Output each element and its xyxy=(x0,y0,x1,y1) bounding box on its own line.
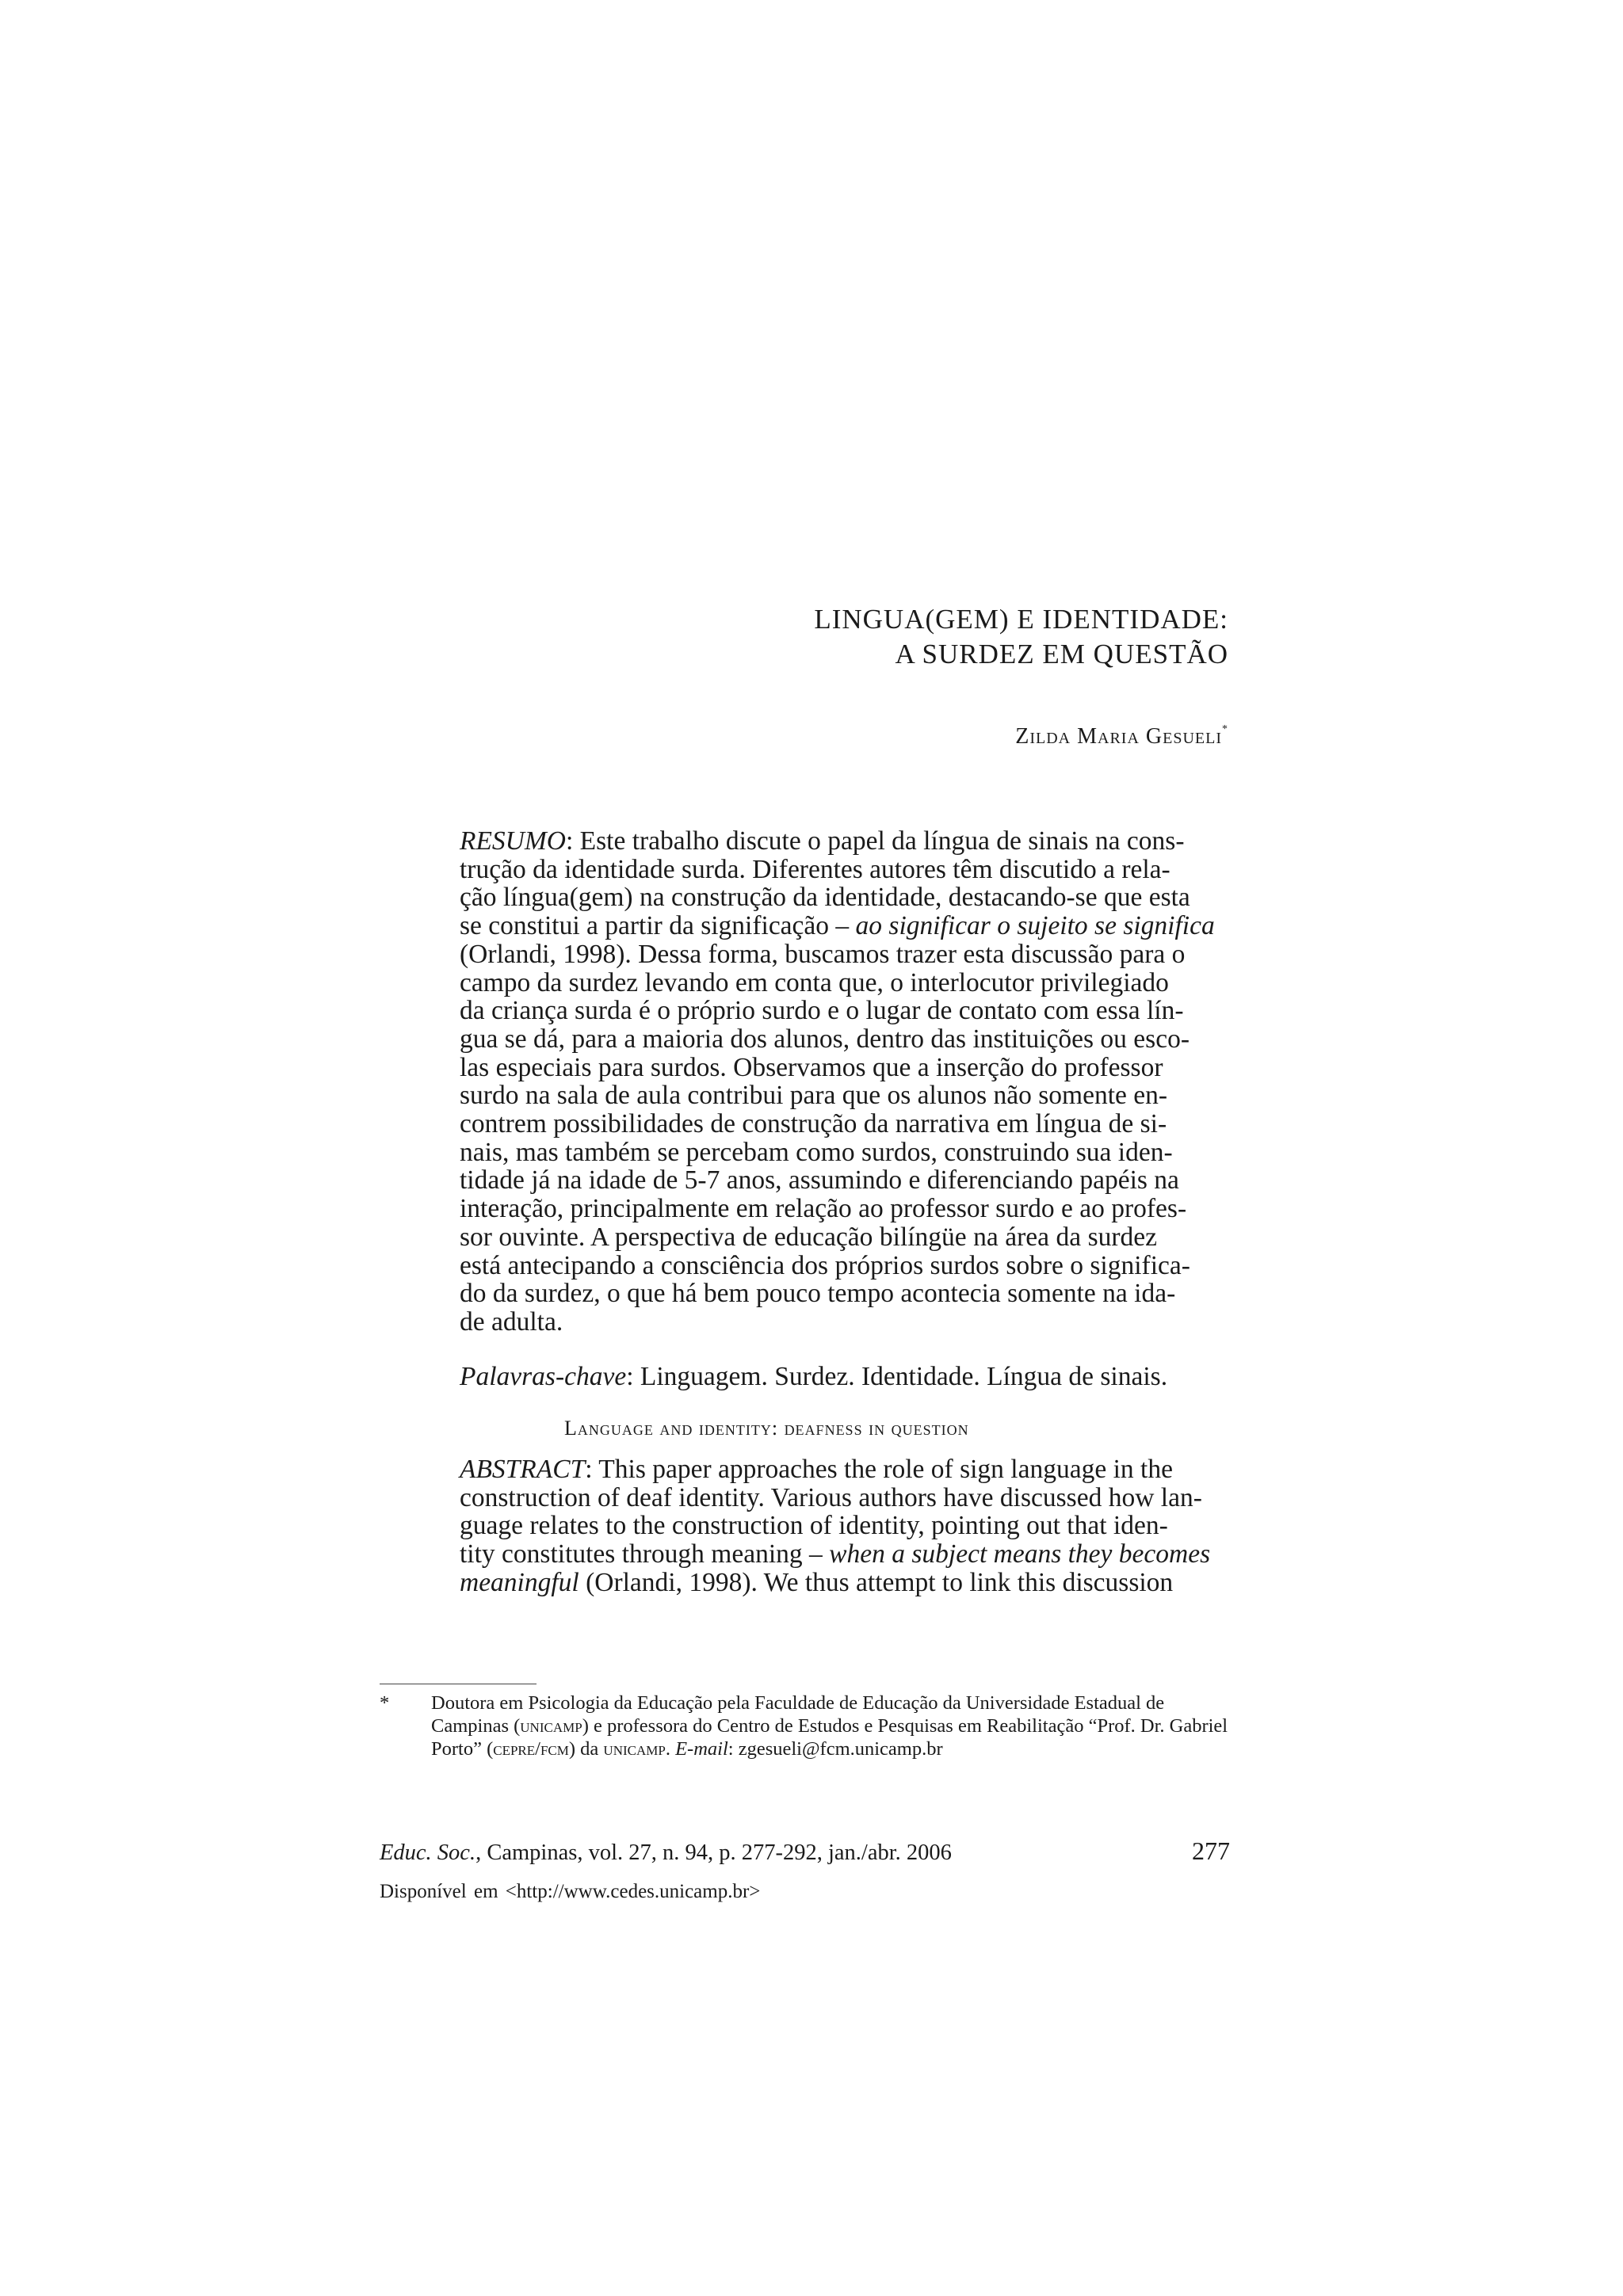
author-name xyxy=(1015,723,1228,749)
footnote-institution: unicamp xyxy=(520,1715,582,1737)
footnote-marker: * xyxy=(380,1692,390,1714)
resumo-line: interação, principalmente em relação ao professor surdo e ao profes- xyxy=(460,1194,1187,1224)
citation-text: , Campinas, vol. 27, n. 94, p. 277-292, jan./abr. 2006 xyxy=(475,1840,952,1865)
resumo-line: contrem possibilidades de construção da narrativa em língua de si- xyxy=(460,1109,1167,1139)
footnote-part: . xyxy=(665,1738,676,1760)
resumo-line: do da surdez, o que há bem pouco tempo acontecia somente na ida- xyxy=(460,1279,1176,1309)
resumo-line: está antecipando a consciência dos próprios surdos sobre o significa- xyxy=(460,1250,1190,1280)
resumo-line-text: : Este trabalho discute o papel da língua de sinais na cons- xyxy=(565,826,1185,856)
footnote-institution: unicamp xyxy=(603,1738,666,1760)
footnote-institution: cepre/fcm xyxy=(493,1738,569,1760)
resumo-line: gua se dá, para a maioria dos alunos, dentro das instituições ou esco- xyxy=(460,1024,1190,1054)
resumo-label: RESUMO xyxy=(460,826,566,856)
resumo-line: sor ouvinte. A perspectiva de educação bilíngüe na área da surdez xyxy=(460,1222,1157,1252)
abstract-block xyxy=(460,1455,1211,1597)
abstract-line xyxy=(460,1567,1174,1597)
footnote-email[interactable]: : zgesueli@fcm.unicamp.br xyxy=(727,1738,943,1760)
author-text: Zilda Maria Gesueli xyxy=(1015,724,1222,749)
resumo-line: (Orlandi, 1998). Dessa forma, buscamos trazer esta discussão para o xyxy=(460,939,1186,969)
abstract-line-text: : This paper approaches the role of sign language in the xyxy=(585,1455,1173,1484)
abstract-line: construction of deaf identity. Various authors have discussed how lan- xyxy=(460,1482,1202,1512)
english-title: Language and identity: deafness in question xyxy=(564,1417,969,1440)
keywords xyxy=(460,1362,1168,1391)
resumo-line: da criança surda é o próprio surdo e o lugar de contato com essa lín- xyxy=(460,996,1184,1026)
footnote-part: ) e professora do Centro de Estudos e Pesquisas em Reabilitação “Prof. Dr. Gabriel Porto” ( xyxy=(431,1715,1228,1760)
resumo-line: de adulta. xyxy=(460,1306,563,1337)
resumo-line: trução da identidade surda. Diferentes autores têm discutido a rela- xyxy=(460,854,1170,884)
resumo-line: campo da surdez levando em conta que, o interlocutor privilegiado xyxy=(460,967,1169,997)
footnote-part: Doutora em Psicologia da Educação pela Faculdade de Educação da Universidade Estadual de Campinas ( xyxy=(431,1692,1165,1737)
footnote xyxy=(380,1691,1232,1760)
resumo-italic-phrase: ao significar o sujeito se significa xyxy=(855,911,1215,941)
availability-link[interactable]: Disponível em <http://www.cedes.unicamp.br> xyxy=(380,1881,761,1902)
abstract-line xyxy=(460,1455,1173,1484)
journal-name: Educ. Soc. xyxy=(380,1840,476,1865)
footnote-part: ) da xyxy=(568,1738,604,1760)
abstract-line-text: tity constitutes through meaning – xyxy=(460,1539,830,1569)
journal-citation xyxy=(380,1840,952,1866)
keywords-label: Palavras-chave xyxy=(460,1362,627,1391)
resumo-line: ção língua(gem) na construção da identidade, destacando-se que esta xyxy=(460,883,1190,913)
title-line-2: A SURDEZ EM QUESTÃO xyxy=(895,639,1228,669)
page-number: 277 xyxy=(1192,1836,1230,1865)
author-footnote-marker[interactable]: * xyxy=(1222,723,1228,735)
keywords-line xyxy=(460,1362,1168,1391)
resumo-block xyxy=(460,826,1215,1337)
abstract-italic-1: when a subject means they becomes xyxy=(829,1539,1211,1569)
resumo-line xyxy=(460,826,1185,856)
resumo-line xyxy=(460,911,1215,941)
resumo-line-text: se constitui a partir da significação – xyxy=(460,911,856,941)
abstract-line xyxy=(460,1539,1211,1569)
footnote-text xyxy=(431,1691,1232,1760)
footnote-email-label: E-mail xyxy=(675,1738,728,1760)
keywords-text: : Linguagem. Surdez. Identidade. Língua de sinais. xyxy=(626,1362,1168,1391)
resumo-line: surdo na sala de aula contribui para que os alunos não somente en- xyxy=(460,1081,1168,1111)
title-line-1: LINGUA(GEM) E IDENTIDADE: xyxy=(814,604,1228,635)
abstract-line: guage relates to the construction of identity, pointing out that iden- xyxy=(460,1511,1168,1541)
resumo-line: nais, mas também se percebam como surdos, construindo sua iden- xyxy=(460,1137,1173,1167)
abstract-label: ABSTRACT xyxy=(460,1455,586,1484)
abstract-line-text: (Orlandi, 1998). We thus attempt to link this discussion xyxy=(579,1567,1174,1597)
resumo-line: tidade já na idade de 5-7 anos, assumindo e diferenciando papéis na xyxy=(460,1165,1179,1196)
article-title xyxy=(814,602,1228,672)
abstract-italic-2: meaningful xyxy=(460,1567,579,1597)
resumo-line: las especiais para surdos. Observamos que a inserção do professor xyxy=(460,1052,1163,1082)
